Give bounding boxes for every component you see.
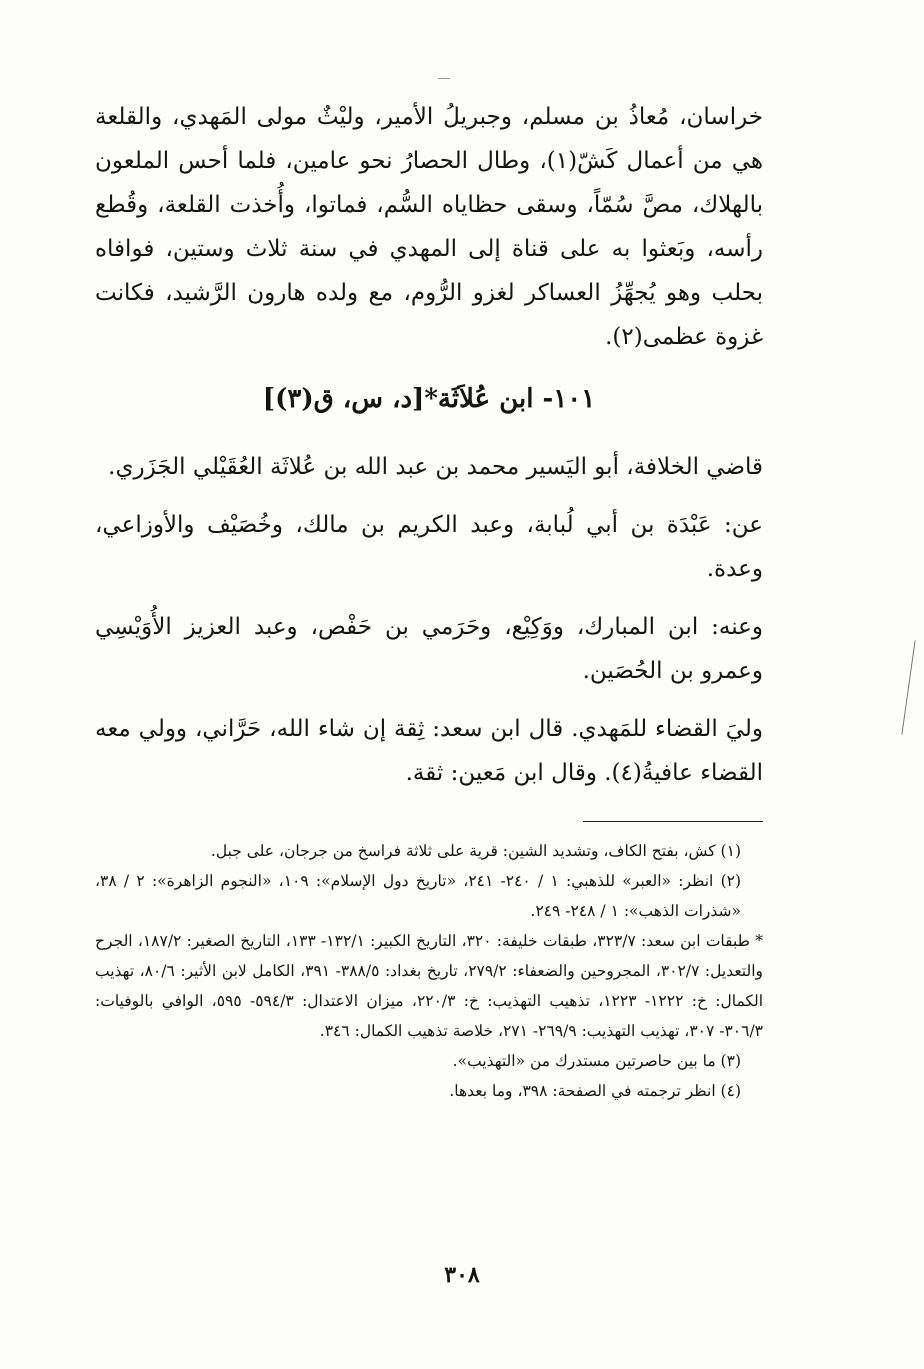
entry-heading: ١٠١- ابن عُلاَثَة*[د، س، ق(٣)] [262,384,596,414]
footnote-2: (٢) انظر: «العبر» للذهبي: ١ / ٢٤٠- ٢٤١، «تاريخ دول الإسلام»: ١٠٩، «النجوم الزاهرة»: ٢ / ٣٨، «شذرات الذهب»: ١ / ٢٤٨- ٢٤٩. [95,872,742,920]
paragraph-narrated-by: وعنه: ابن المبارك، ووَكِيْع، وحَرَمي بن حَفْص، وعبد العزيز الأُوَيْسِي وعمرو بن الحُصَين. [95,614,763,684]
footnote-1: (١) كش، بفتح الكاف، وتشديد الشين: قرية على ثلاثة فراسخ من جرجان، على جبل. [210,842,741,860]
page-number: ٣٠٨ [444,1262,480,1288]
footnote-4: (٤) انظر ترجمته في الصفحة: ٣٩٨، وما بعدها. [449,1082,741,1100]
footnote-divider [583,821,763,822]
top-mark [438,78,450,79]
margin-pencil-mark [901,640,915,734]
paragraph-khurasan: خراسان، مُعاذُ بن مسلم، وجبريلُ الأمير، وليْثٌ مولى المَهدي، والقلعة هي من أعمال كَشّ(١)، وطال الحصارُ نحو عامين، فلما أحس الملعون بالهلاك، مصَّ سُمّاً، وسقى حظاياه السُّم، فماتوا، وأُخذت القلعة، وقُطع رأسه، وبَعثوا به على قناة إلى المهدي في سنة ثلاث وستين، فوافاه بحلب وهو يُجهِّزُ العساكر لغزو الرُّوم، مع ولده هارون الرَّشيد، فكانت غزوة عظمى(٢). [95,104,764,350]
footnote-3: (٣) ما بين حاصرتين مستدرك من «التهذيب». [452,1052,741,1070]
paragraph-narrated-from: عن: عَبْدَة بن أبي لُبابة، وعبد الكريم بن مالك، وخُصَيْف والأوزاعي، وعدة. [95,512,763,582]
page-content [95,95,763,1106]
paragraph-judgeship: وليَ القضاء للمَهدي. قال ابن سعد: ثِقة إن شاء الله، حَرَّاني، وولي معه القضاء عافيةُ(٤). وقال ابن مَعين: ثقة. [95,716,763,786]
paragraph-title: قاضي الخلافة، أبو اليَسير محمد بن عبد الله بن عُلاثَة العُقَيْلي الجَزَري. [108,454,763,480]
footnote-star-sources: * طبقات ابن سعد: ٣٢٣/٧، طبقات خليفة: ٣٢٠، التاريخ الكبير: ١٣٢/١- ١٣٣، التاريخ الصغير: ١٨٧/٢، الجرح والتعديل: ٣٠٢/٧، المجروحين والضعفاء: ٢٧٩/٢، تاريخ بغداد: ٣٨٨/٥- ٣٩١، الكامل لابن الأثير: ٨٠/٦، تهذيب الكمال: خ: ١٢٢٢- ١٢٢٣، تذهيب التهذيب: خ: ٢٢٠/٣، ميزان الاعتدال: ٥٩٤/٣- ٥٩٥، الوافي بالوفيات: ٣٠٦/٣- ٣٠٧، تهذيب التهذيب: ٢٦٩/٩- ٢٧١، خلاصة تذهيب الكمال: ٣٤٦. [95,932,764,1040]
